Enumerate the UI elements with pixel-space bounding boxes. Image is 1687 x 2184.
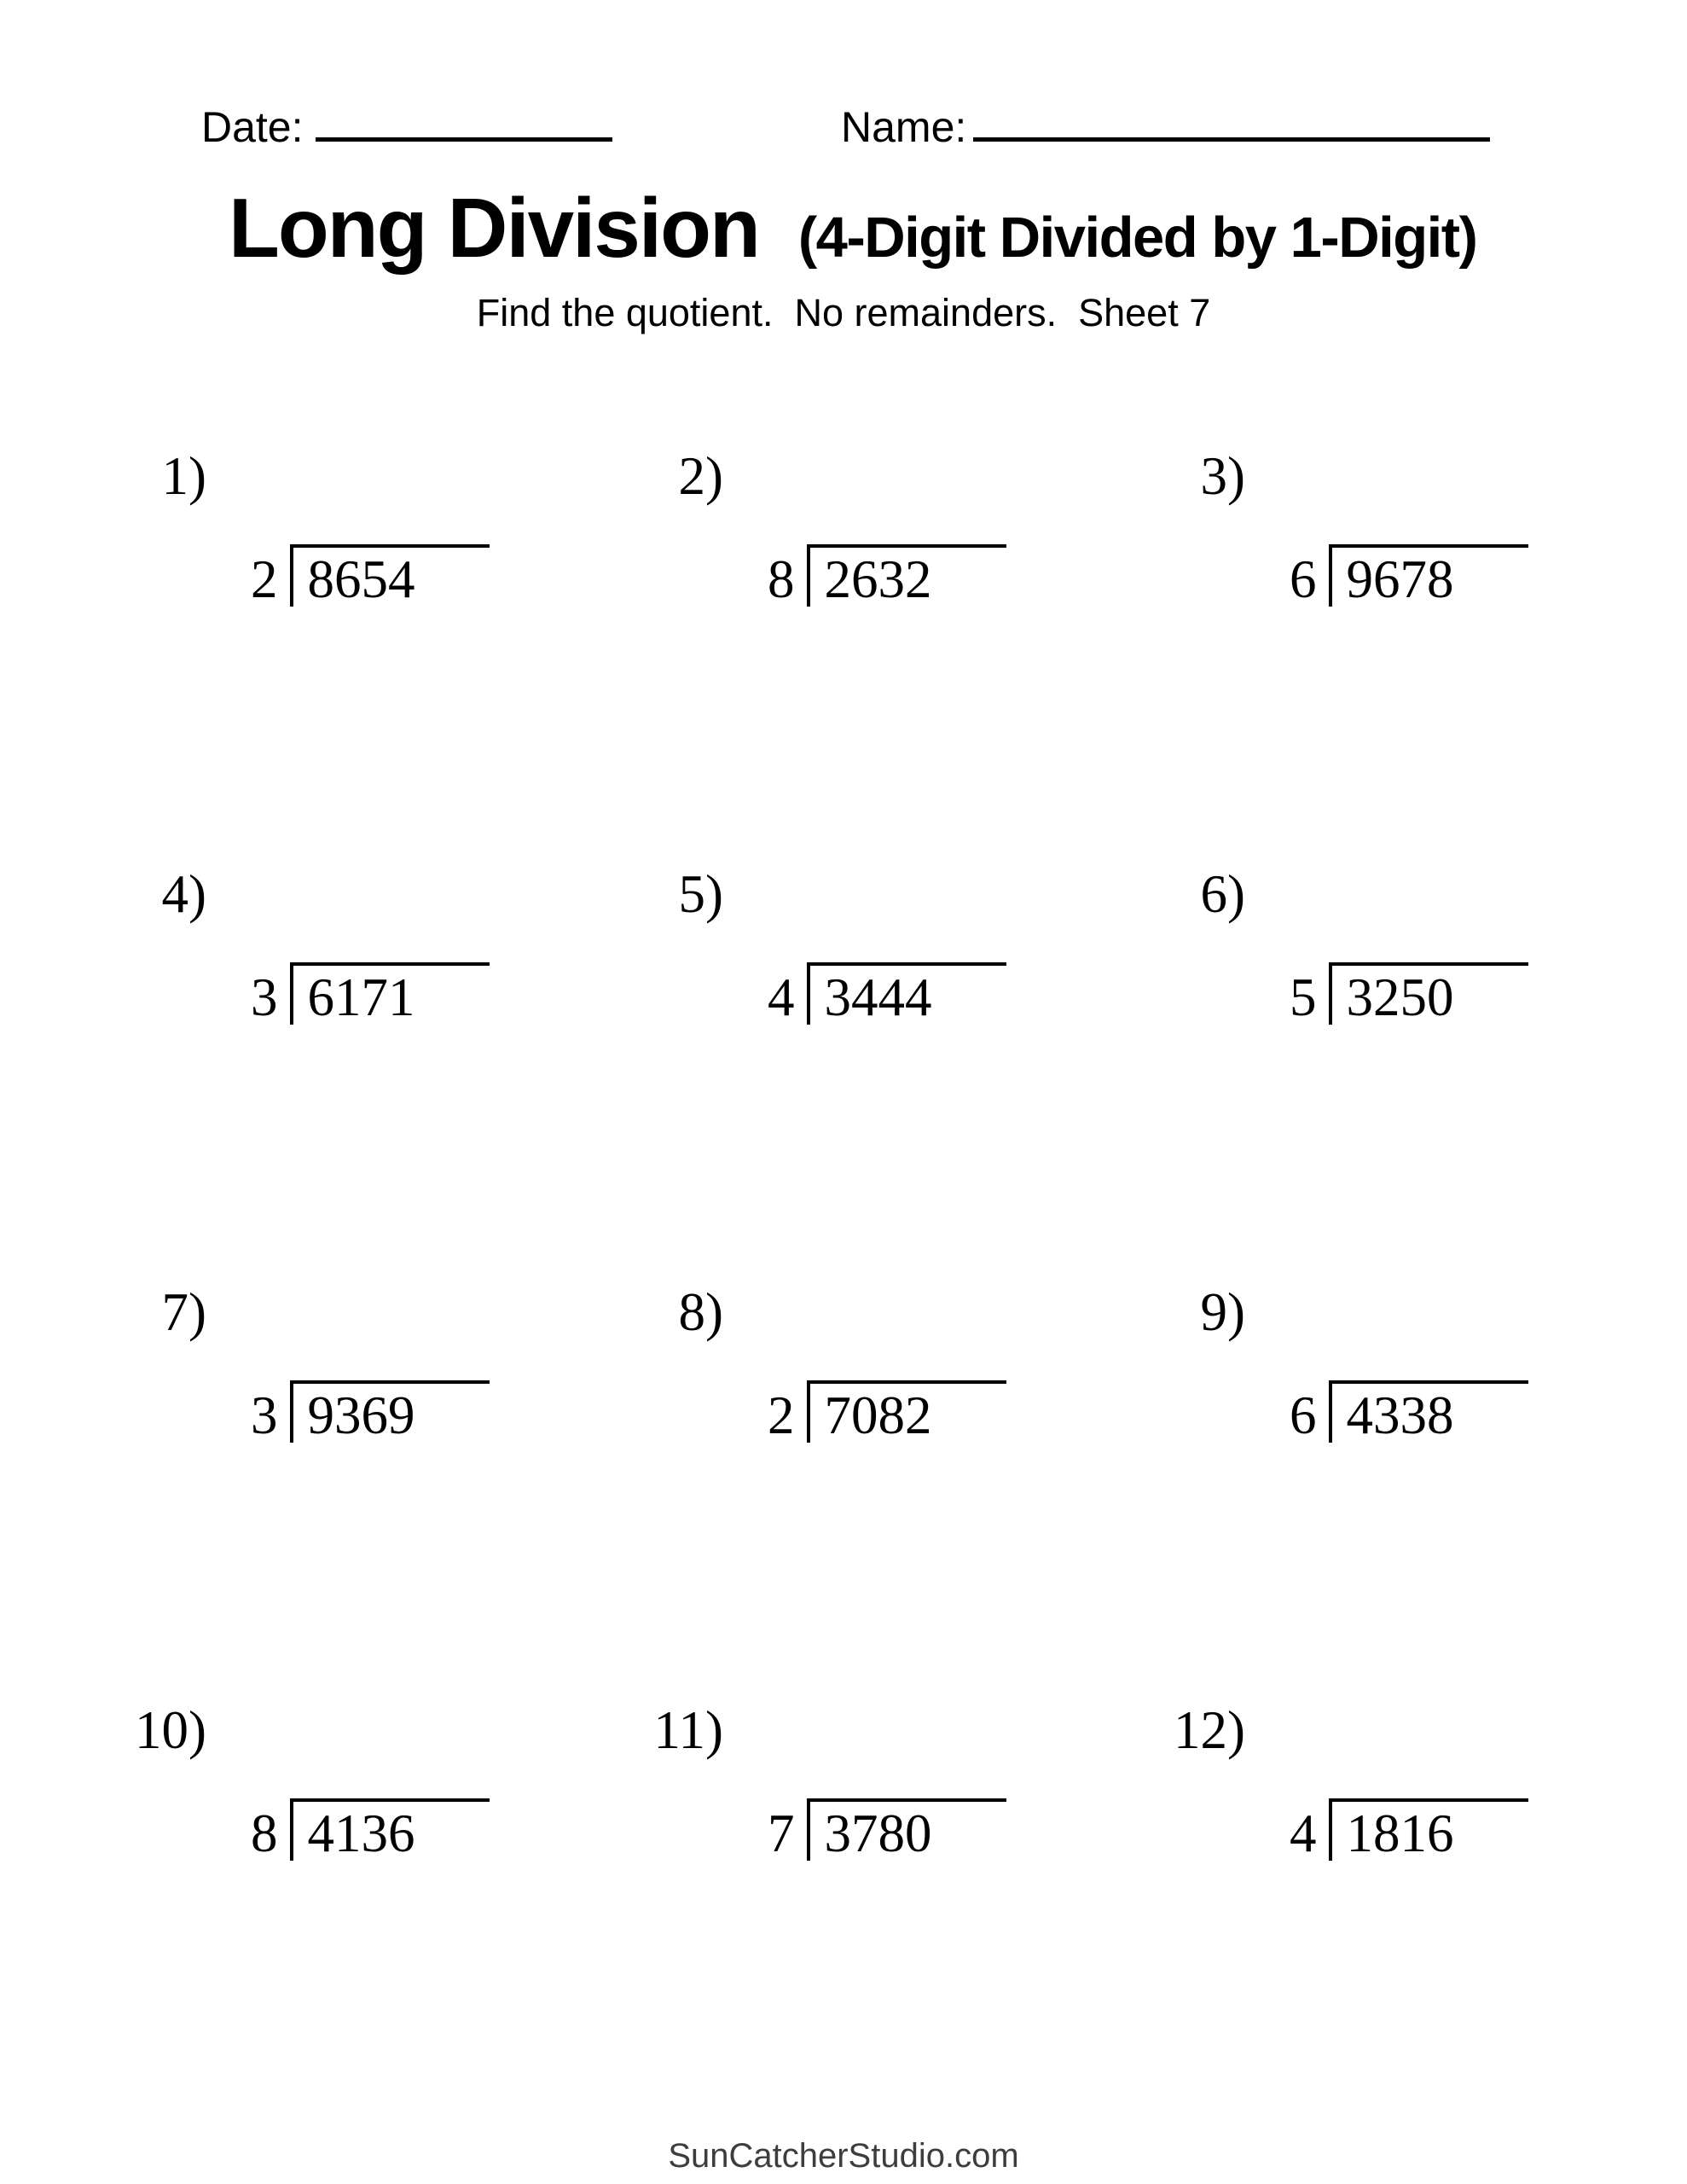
dividend-under-division-bracket: 3250 xyxy=(1329,962,1528,1025)
division-expression xyxy=(251,962,638,1025)
footer-site-credit: SunCatcherStudio.com xyxy=(668,2137,1019,2175)
division-expression xyxy=(768,544,1160,607)
problem-cell xyxy=(638,864,1160,1286)
divisor: 8 xyxy=(251,1804,278,1863)
problem-number: 6) xyxy=(1200,864,1245,924)
problem-number: 12) xyxy=(1174,1700,1245,1760)
division-expression xyxy=(251,1380,638,1443)
name-label: Name: xyxy=(841,103,967,151)
problem-cell xyxy=(121,1282,638,1704)
problem-number: 8) xyxy=(678,1282,723,1342)
problem-cell xyxy=(1160,446,1638,868)
problem-number: 1) xyxy=(161,446,206,506)
problem-number: 4) xyxy=(161,864,206,924)
divisor: 4 xyxy=(1290,1804,1317,1863)
problem-number: 7) xyxy=(161,1282,206,1342)
title-row xyxy=(229,181,1477,275)
problem-number: 2) xyxy=(678,446,723,506)
problems-grid xyxy=(121,446,1638,2122)
divisor: 6 xyxy=(1290,1385,1317,1445)
problem-cell xyxy=(638,1700,1160,2122)
problem-cell xyxy=(638,446,1160,868)
dividend-under-division-bracket: 8654 xyxy=(290,544,490,607)
name-blank-line xyxy=(973,129,1490,142)
problem-cell xyxy=(121,446,638,868)
dividend-under-division-bracket: 7082 xyxy=(807,1380,1006,1443)
dividend-under-division-bracket: 9369 xyxy=(290,1380,490,1443)
dividend-under-division-bracket: 9678 xyxy=(1329,544,1528,607)
divisor: 2 xyxy=(768,1385,795,1445)
problem-number: 5) xyxy=(678,864,723,924)
division-expression xyxy=(1290,1798,1638,1861)
date-field xyxy=(201,103,612,151)
divisor: 2 xyxy=(251,549,278,609)
divisor: 8 xyxy=(768,549,795,609)
problem-cell xyxy=(1160,1700,1638,2122)
division-expression xyxy=(768,1798,1160,1861)
division-expression xyxy=(1290,1380,1638,1443)
problem-number: 10) xyxy=(135,1700,206,1760)
problem-cell xyxy=(1160,864,1638,1286)
name-field xyxy=(841,103,1490,151)
problem-cell xyxy=(638,1282,1160,1704)
dividend-under-division-bracket: 3780 xyxy=(807,1798,1006,1861)
problem-cell xyxy=(121,1700,638,2122)
dividend-under-division-bracket: 2632 xyxy=(807,544,1006,607)
dividend-under-division-bracket: 3444 xyxy=(807,962,1006,1025)
dividend-under-division-bracket: 1816 xyxy=(1329,1798,1528,1861)
problem-number: 3) xyxy=(1200,446,1245,506)
division-expression xyxy=(1290,544,1638,607)
date-label: Date: xyxy=(201,103,304,151)
divisor: 4 xyxy=(768,967,795,1027)
divisor: 5 xyxy=(1290,967,1317,1027)
divisor: 3 xyxy=(251,967,278,1027)
problem-number: 11) xyxy=(653,1700,723,1760)
division-expression xyxy=(1290,962,1638,1025)
divisor: 6 xyxy=(1290,549,1317,609)
problem-number: 9) xyxy=(1200,1282,1245,1342)
problem-cell xyxy=(1160,1282,1638,1704)
instructions-line: Find the quotient. No remainders. Sheet 7 xyxy=(476,291,1211,334)
page-title-qualifier: (4-Digit Divided by 1-Digit) xyxy=(797,206,1477,270)
page-title: Long Division xyxy=(229,181,759,275)
date-blank-line xyxy=(316,129,612,142)
problem-cell xyxy=(121,864,638,1286)
division-expression xyxy=(251,544,638,607)
division-expression xyxy=(251,1798,638,1861)
dividend-under-division-bracket: 6171 xyxy=(290,962,490,1025)
dividend-under-division-bracket: 4338 xyxy=(1329,1380,1528,1443)
divisor: 7 xyxy=(768,1804,795,1863)
divisor: 3 xyxy=(251,1385,278,1445)
dividend-under-division-bracket: 4136 xyxy=(290,1798,490,1861)
division-expression xyxy=(768,962,1160,1025)
division-expression xyxy=(768,1380,1160,1443)
